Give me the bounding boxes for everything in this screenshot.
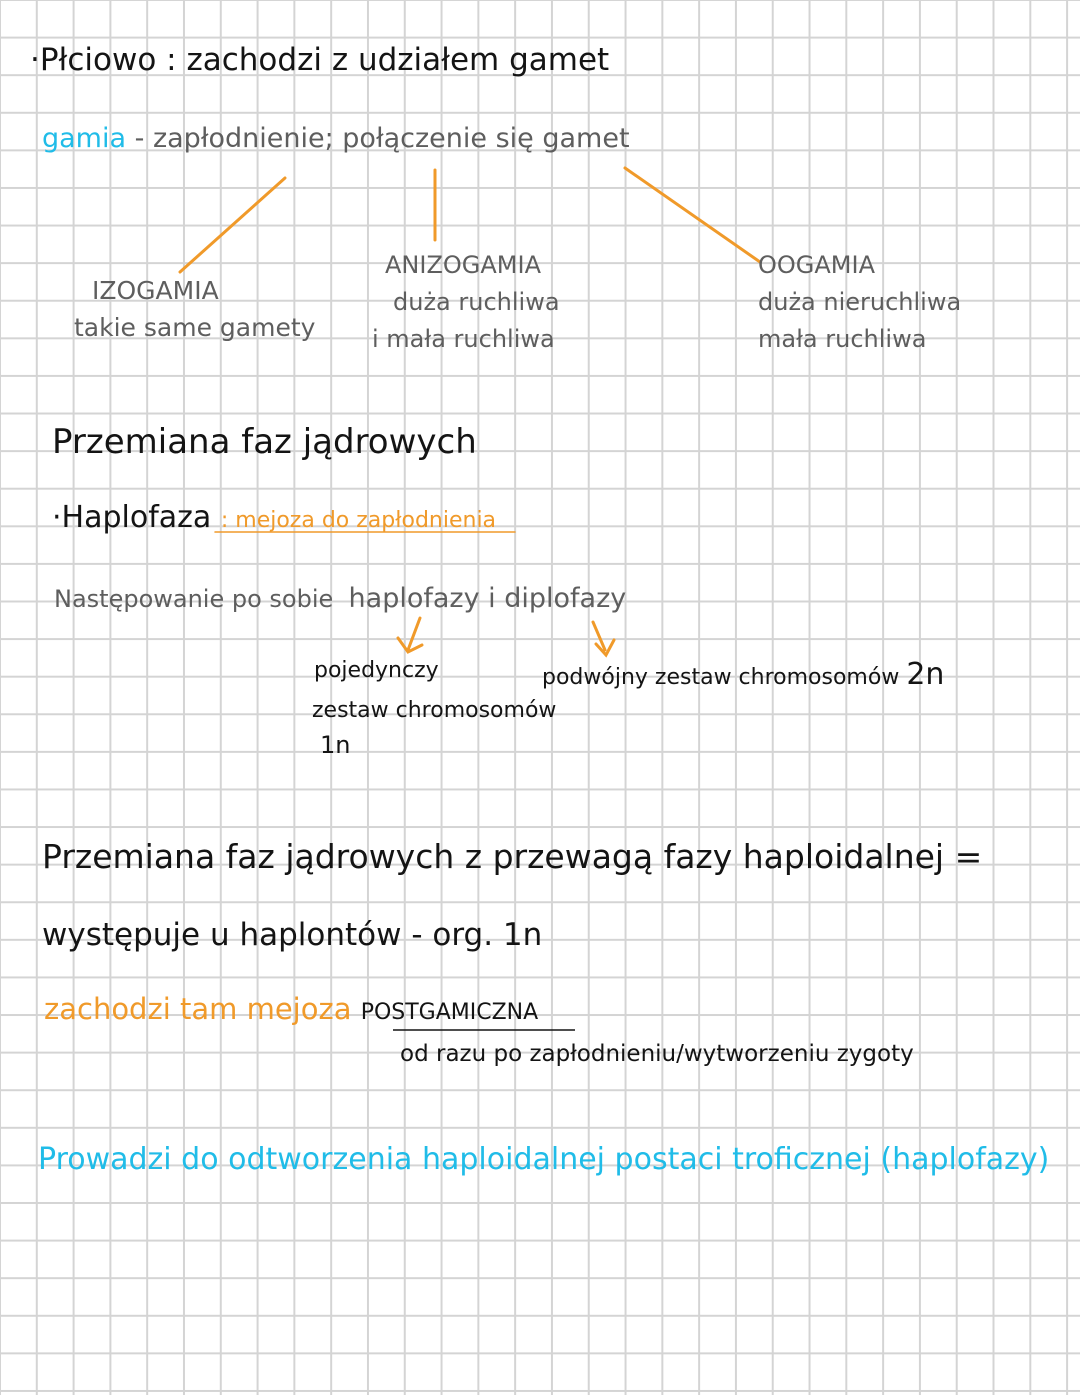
type-desc: takie same gamety (74, 313, 316, 342)
definition: - zapłodnienie; połączenie się gamet (134, 123, 630, 154)
bullet: · (52, 500, 62, 535)
type-desc: i mała ruchliwa (372, 325, 555, 353)
double-set (542, 657, 945, 692)
meiosis-type: POSTGAMICZNA (360, 1000, 539, 1025)
ploidy-1n: 1n (320, 731, 351, 759)
type-desc: mała ruchliwa (758, 325, 927, 353)
type-name: OOGAMIA (758, 251, 875, 279)
ploidy-2n: 2n (906, 657, 945, 692)
section-title: Przemiana faz jądrowych z przewagą fazy haploidalnej = (42, 837, 983, 876)
bullet: · (30, 42, 40, 78)
double-text: podwójny zestaw chromosomów (542, 665, 900, 690)
haplonts-line: występuje u haplontów - org. 1n (42, 917, 543, 953)
single-set: zestaw chromosomów (312, 698, 557, 723)
conclusion-highlight: haploidalnej postaci troficznej (haplofazy) (421, 1142, 1050, 1177)
meiosis-text: zachodzi tam mejoza (44, 992, 352, 1026)
definition: : mejoza do zapłodnienia (220, 508, 497, 533)
gamia-line (42, 125, 630, 152)
type-desc: duża nieruchliwa (758, 288, 962, 316)
arrow-down-icon (593, 622, 614, 655)
arrow-down-icon (398, 618, 422, 652)
single-set: pojedynczy (314, 658, 439, 683)
definition: : zachodzi z udziałem gamet (166, 42, 610, 78)
conclusion-text: Prowadzi do odtworzenia (38, 1142, 413, 1177)
conclusion-line (38, 1142, 1050, 1177)
section-title: Przemiana faz jądrowych (52, 422, 477, 462)
term: Płciowo (39, 42, 157, 78)
type-desc: duża ruchliwa (393, 288, 560, 316)
sexual-line (30, 42, 610, 78)
type-name: IZOGAMIA (92, 276, 219, 305)
term: gamia (42, 123, 127, 154)
haplofaza-line (52, 500, 497, 535)
line-to-oogamia (625, 168, 760, 262)
type-name: ANIZOGAMIA (385, 251, 541, 279)
term: Haplofaza (61, 500, 212, 535)
succession-text: Następowanie po sobie (54, 585, 334, 613)
meiosis-note: od razu po zapłodnieniu/wytworzeniu zygoty (400, 1041, 914, 1067)
line-to-izogamia (180, 178, 285, 272)
succession-line (54, 585, 626, 612)
meiosis-line (44, 992, 539, 1026)
phases: haplofazy i diplofazy (348, 583, 627, 614)
